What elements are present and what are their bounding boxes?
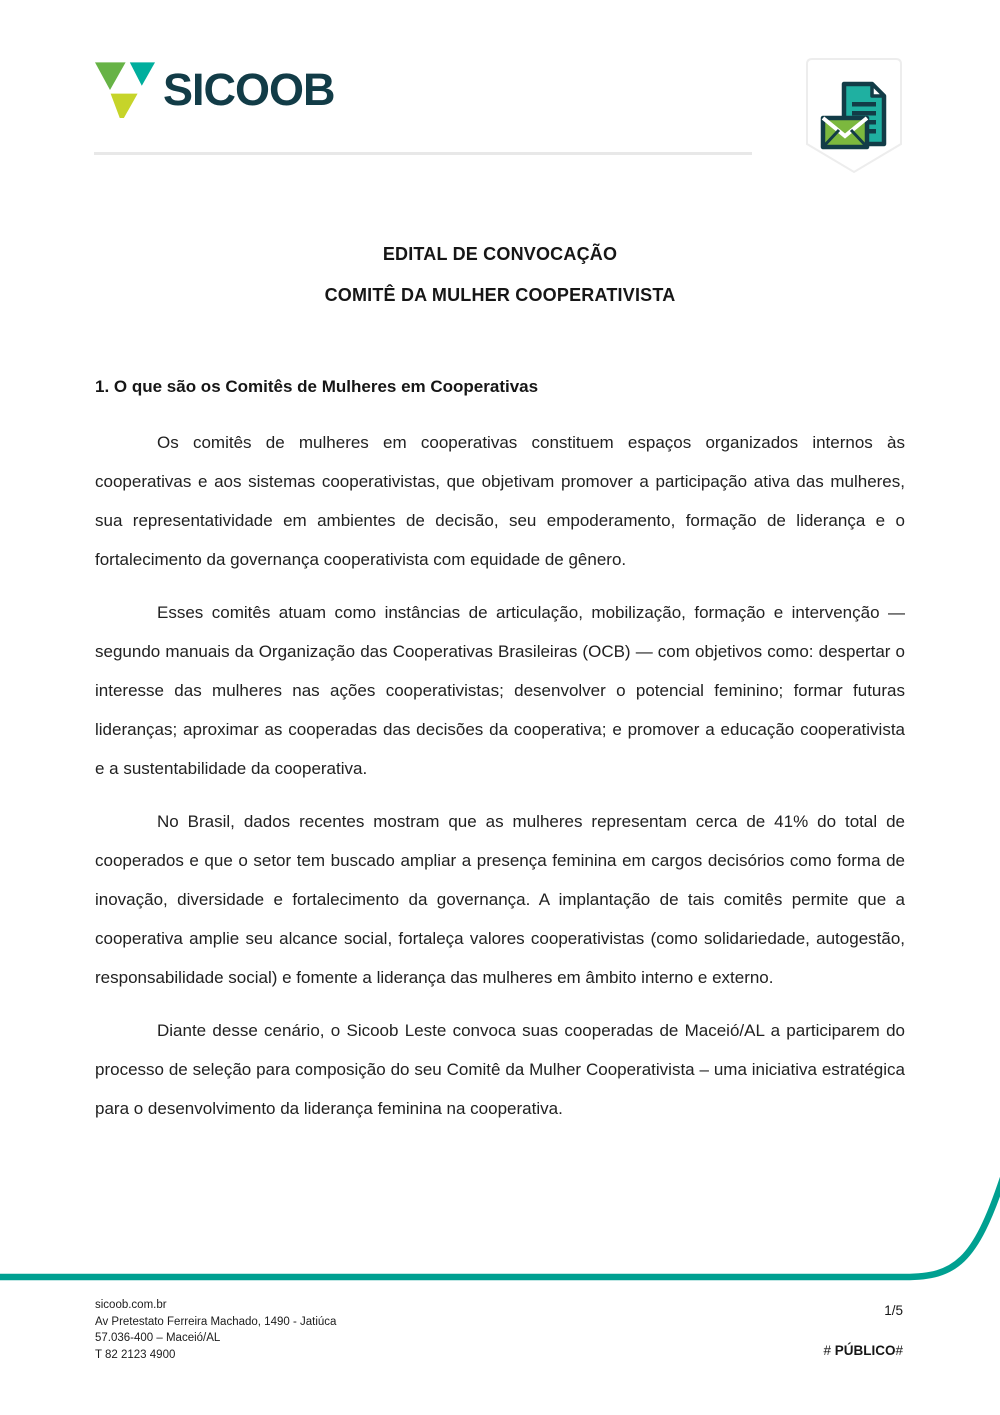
brand-wordmark: SICOOB (163, 64, 335, 115)
document-envelope-icon (806, 58, 902, 178)
section-heading: 1. O que são os Comitês de Mulheres em Cooperativas (95, 377, 539, 396)
footer-website: sicoob.com.br (95, 1299, 167, 1311)
classification-badge (823, 1343, 903, 1358)
paragraph-2: Esses comitês atuam como instâncias de articulação, mobilização, formação e intervenção — segundo manuais da Organização das Cooperativas Brasileiras (OCB) — com objetivos como: despertar o interesse das mulheres nas ações cooperativistas; desenvolver o potencial feminino; formar futuras lideranças; aproximar as cooperadas das decisões da cooperativa; e promover a educação cooperativista e a sustentabilidade da cooperativa. (95, 603, 905, 778)
footer-meta-block (823, 1303, 903, 1358)
document-title-line1: EDITAL DE CONVOCAÇÃO (382, 244, 618, 264)
document-body (95, 423, 905, 1142)
document-envelope-badge (806, 58, 902, 178)
document-title-line2: COMITÊ DA MULHER COOPERATIVISTA (324, 285, 676, 305)
footer-address-line1: Av Pretestato Ferreira Machado, 1490 - Jatiúca (95, 1315, 337, 1328)
sicoob-logo (95, 62, 335, 118)
document-title (95, 234, 905, 316)
header-divider (94, 152, 752, 155)
footer-address-line2: 57.036-400 – Maceió/AL (95, 1332, 221, 1344)
paragraph-3: No Brasil, dados recentes mostram que as mulheres representam cerca de 41% do total de cooperados e que o setor tem buscado ampliar a presença feminina em cargos decisórios como forma de inovação, diversidade e fortalecimento da governança. A implantação de tais comitês permite que a cooperativa amplie seu alcance social, fortaleça valores cooperativistas (como solidariedade, autogestão, responsabilidade social) e fomente a liderança das mulheres em âmbito interno e externo. (95, 812, 905, 987)
footer-contact-block (95, 1297, 336, 1363)
paragraph-1: Os comitês de mulheres em cooperativas constituem espaços organizados internos às cooperativas e aos sistemas cooperativistas, que objetivam promover a participação ativa das mulheres, sua representatividade em ambientes de decisão, seu empoderamento, formação de liderança e o fortalecimento da governança cooperativista com equidade de gênero. (95, 433, 905, 569)
classification-prefix: # (823, 1343, 835, 1358)
paragraph-4: Diante desse cenário, o Sicoob Leste convoca suas cooperadas de Maceió/AL a participarem do processo de seleção para composição do seu Comitê da Mulher Cooperativista – uma iniciativa estratégica para o desenvolvimento da liderança feminina na cooperativa. (95, 1021, 905, 1118)
classification-label: PÚBLICO (834, 1343, 896, 1358)
footer-phone: T 82 2123 4900 (95, 1348, 176, 1361)
page-number: 1/5 (884, 1303, 903, 1318)
classification-suffix: # (895, 1343, 903, 1358)
sicoob-triangle-logo-icon (95, 62, 155, 118)
